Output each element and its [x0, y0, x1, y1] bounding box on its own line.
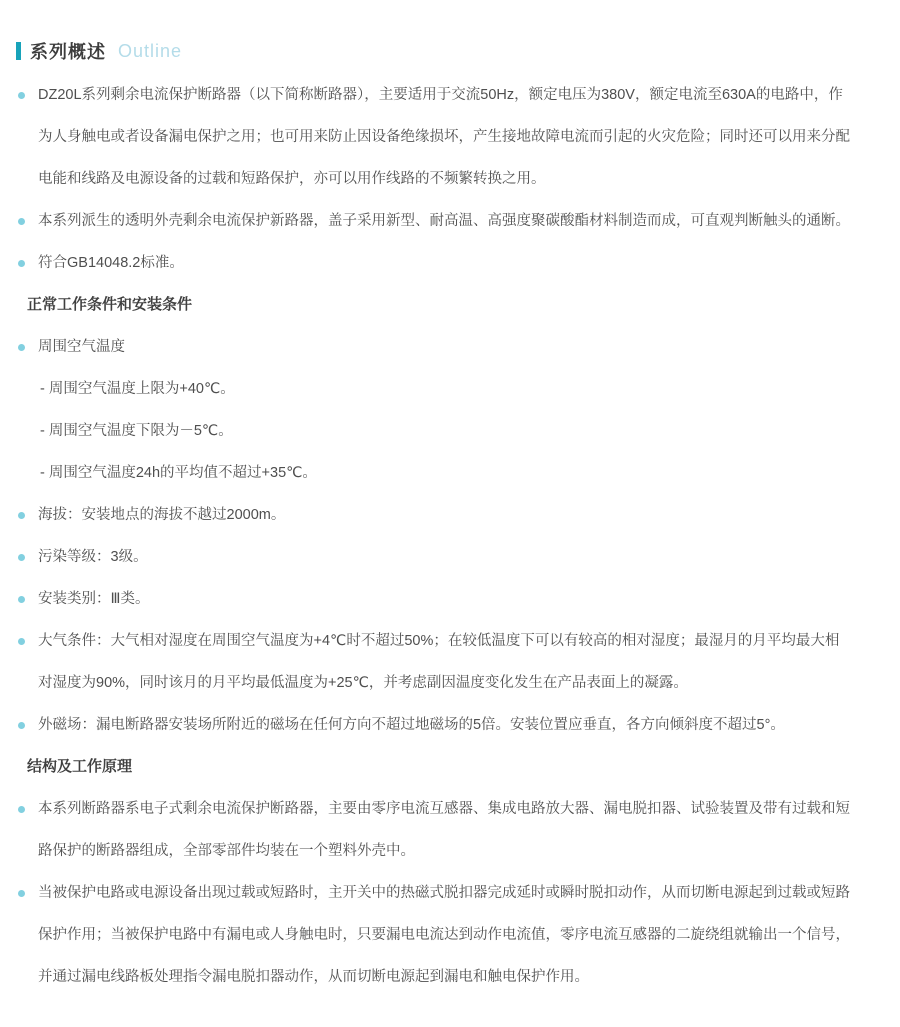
bullet-icon	[18, 344, 25, 351]
section-heading: 结构及工作原理	[27, 758, 133, 775]
bullet-icon	[18, 218, 25, 225]
page-title-cn: 系列概述	[30, 42, 106, 62]
bullet-icon	[18, 92, 25, 99]
list-item-text: DZ20L系列剩余电流保护断路器（以下简称断路器），主要适用于交流50Hz，额定电压为380V，额定电流至630A的电路中，作为人身触电或者设备漏电保护之用；也可用来防止因设备绝缘损坏，产生接地故障电流而引起的火灾危险；同时还可以用来分配电能和线路及电源设备的过载和短路保护，亦可以用作线路的不频繁转换之用。	[38, 87, 850, 187]
bullet-icon	[18, 260, 25, 267]
list-item	[0, 788, 900, 872]
bullet-icon	[18, 596, 25, 603]
list-item-text: 符合GB14048.2标准。	[38, 255, 184, 271]
list-item-text: 周围空气温度	[38, 339, 125, 355]
bullet-icon	[18, 890, 25, 897]
list-item	[0, 242, 900, 284]
list-item-text: 当被保护电路或电源设备出现过载或短路时，主开关中的热磁式脱扣器完成延时或瞬时脱扣动作，从而切断电源起到过载或短路保护作用；当被保护电路中有漏电或人身触电时，只要漏电电流达到动作电流值，零序电流互感器的二旋绕组就输出一个信号，并通过漏电线路板处理指令漏电脱扣器动作，从而切断电源起到漏电和触电保护作用。	[38, 885, 850, 985]
sub-list-item: - 周围空气温度上限为+40℃。	[40, 381, 235, 397]
page-title	[0, 0, 900, 62]
bullet-icon	[18, 638, 25, 645]
list-item-text: 污染等级：3级。	[38, 549, 148, 565]
document-content	[0, 62, 900, 998]
list-item	[0, 578, 900, 620]
list-item	[0, 326, 900, 368]
bullet-icon	[18, 512, 25, 519]
list-item-text: 海拔：安装地点的海拔不越过2000m。	[38, 507, 286, 523]
list-item	[0, 74, 900, 200]
list-item-text: 外磁场：漏电断路器安装场所附近的磁场在任何方向不超过地磁场的5倍。安装位置应垂直，各方向倾斜度不超过5°。	[38, 717, 785, 733]
bullet-icon	[18, 722, 25, 729]
list-item-text: 本系列断路器系电子式剩余电流保护断路器，主要由零序电流互感器、集成电路放大器、漏电脱扣器、试验装置及带有过载和短路保护的断路器组成，全部零部件均装在一个塑料外壳中。	[38, 801, 850, 859]
list-item-text: 大气条件：大气相对湿度在周围空气温度为+4℃时不超过50%；在较低温度下可以有较高的相对湿度；最湿月的月平均最大相对湿度为90%，同时该月的月平均最低温度为+25℃，并考虑副因温度变化发生在产品表面上的凝露。	[38, 633, 840, 691]
list-item	[0, 200, 900, 242]
list-item-text: 安装类别：Ⅲ类。	[38, 591, 150, 607]
section-heading: 正常工作条件和安装条件	[27, 296, 193, 313]
list-item-text: 本系列派生的透明外壳剩余电流保护新路器，盖子采用新型、耐高温、高强度聚碳酸酯材料制造而成，可直观判断触头的通断。	[38, 213, 850, 229]
list-item	[0, 494, 900, 536]
bullet-icon	[18, 806, 25, 813]
list-item	[0, 536, 900, 578]
list-item	[0, 620, 900, 704]
list-item	[0, 704, 900, 746]
title-accent-bar-icon	[16, 42, 21, 60]
sub-list-item: - 周围空气温度24h的平均值不超过+35℃。	[40, 465, 317, 481]
sub-list-item: - 周围空气温度下限为－5℃。	[40, 423, 233, 439]
page-title-en: Outline	[118, 40, 183, 61]
list-item	[0, 872, 900, 998]
bullet-icon	[18, 554, 25, 561]
